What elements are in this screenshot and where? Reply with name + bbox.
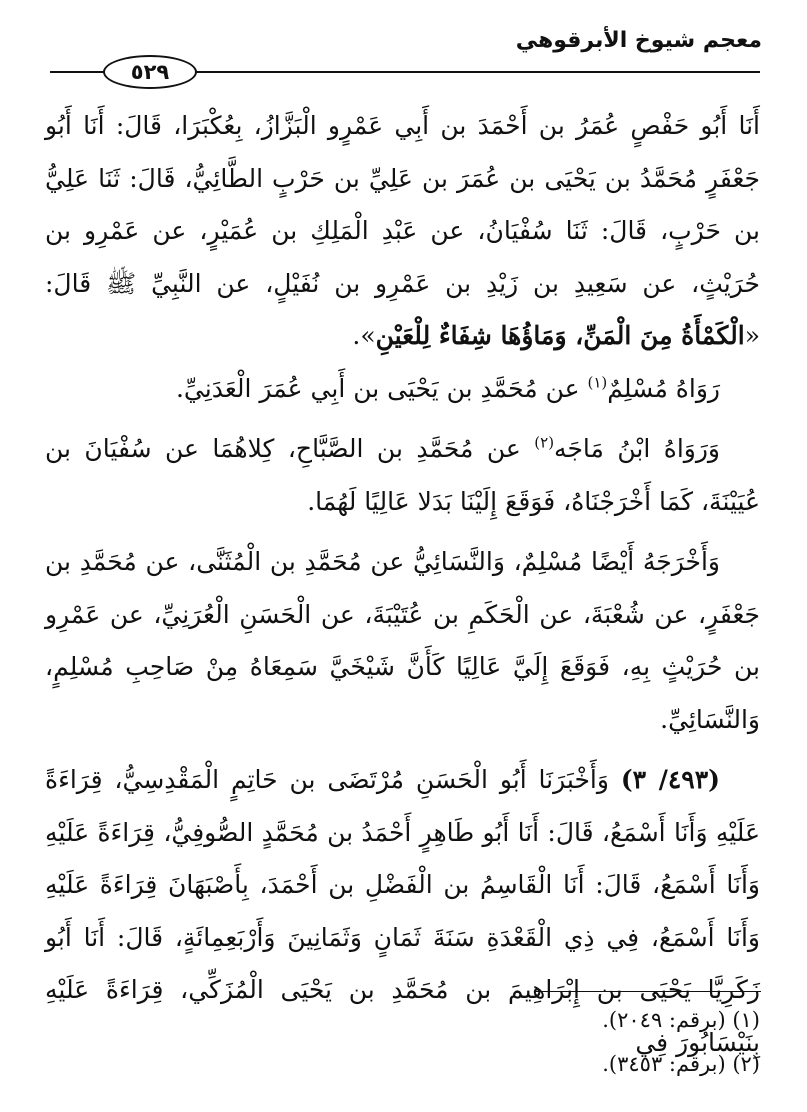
isnad-text: أَنَا أَبُو حَفْصٍ عُمَرُ بن أَحْمَدَ بن أَبِي عَمْرٍو الْبَزَّازُ، بِعُكْبَرَا، قَالَ: أَنَا أَبُو جَعْفَرٍ مُحَمَّدُ بن يَحْيَى بن عُمَرَ بن عَلِيِّ بن حَرْبٍ الطَّائِيُّ، قَالَ: ثَنَا عَلِيُّ بن حَرْبٍ، قَالَ: ثَنَا سُفْيَانُ، عن عَبْدِ الْمَلِكِ بن عُمَيْرٍ، عن عَمْرِو بن حُرَيْثٍ، عن سَعِيدِ بن زَيْدِ بن عَمْرِو بن نُفَيْلٍ، عن النَّبِيِّ ﷺ قَالَ: « [45,111,760,350]
footnote-1: (١) (برقم: ٢٠٤٩). [602,1008,760,1032]
ibn-majah-text: وَرَوَاهُ ابْنُ مَاجَه [554,434,720,463]
main-text [45,100,760,1069]
paragraph-nasai: وَأَخْرَجَهُ أَيْضًا مُسْلِمٌ، وَالنَّسَائِيُّ عن مُحَمَّدِ بن الْمُثَنَّى، عن مُحَمَّدِ بن جَعْفَرٍ، عن شُعْبَةَ، عن الْحَكَمِ بن عُتَيْبَةَ، عن الْحَسَنِ الْعُرَنِيِّ، عن عَمْرِو بن حُرَيْثٍ بِهِ، فَوَقَعَ إِلَيَّ عَالِيًا كَأَنَّ شَيْخَيَّ سَمِعَاهُ مِنْ صَاحِبِ مُسْلِمٍ، وَالنَّسَائِيِّ. [45,547,760,734]
hadith-number: (٤٩٣/ ٣) [620,765,721,794]
paragraph-isnad [45,100,760,363]
ibn-majah-text-rest: عن مُحَمَّدِ بن الصَّبَّاحِ، كِلاهُمَا عن سُفْيَانَ بن عُيَيْنَةَ، كَمَا أَخْرَجْنَاهُ، فَوَقَعَ إِلَيْنَا بَدَلا عَالِيًا لَهُمَا. [45,434,760,516]
footnote-marker-1: (١) [587,373,608,392]
hadith-quote: الْكَمْأَةُ مِنَ الْمَنِّ، وَمَاؤُهَا شِفَاءٌ لِلْعَيْنِ [375,321,745,350]
muslim-text-rest: عن مُحَمَّدِ بن يَحْيَى بن أَبِي عُمَرَ الْعَدَنِيِّ. [175,373,588,403]
quote-close: ». [352,321,376,350]
running-header-title: معجم شيوخ الأبرقوهي [515,28,762,53]
footnote-rule [535,991,761,992]
paragraph-muslim [45,363,760,416]
footnote-2: (٢) (برقم: ٣٤٥٣). [602,1052,760,1076]
hadith-493-text: وَأَخْبَرَنَا أَبُو الْحَسَنِ مُرْتَضَى بن حَاتِمٍ الْمَقْدِسِيُّ، قِرَاءَةً عَلَيْهِ وَأَنَا أَسْمَعُ، قَالَ: أَنَا أَبُو طَاهِرٍ أَحْمَدُ بن مُحَمَّدٍ الصُّوفِيُّ، قِرَاءَةً عَلَيْهِ وَأَنَا أَسْمَعُ، قَالَ: أَنَا الْقَاسِمُ بن الْفَضْلِ بن أَحْمَدَ، بِأَصْبَهَانَ قِرَاءَةً عَلَيْهِ وَأَنَا أَسْمَعُ، فِي ذِي الْقَعْدَةِ سَنَةَ ثَمَانٍ وَثَمَانِينَ وَأَرْبَعِمِائَةٍ، قَالَ: أَنَا أَبُو زَكَرِيَّا يَحْيَى بن إِبْرَاهِيمَ بن مُحَمَّدِ بن يَحْيَى الْمُزَكِّي، قِرَاءَةً عَلَيْهِ بِنَيْسَابُورَ فِي [45,765,760,1057]
muslim-text: رَوَاهُ مُسْلِمٌ [607,373,720,403]
footnote-marker-2: (٢) [534,433,555,452]
paragraph-ibn-majah [45,423,760,528]
footnotes [260,998,760,1086]
page-number: ٥٢٩ [103,55,197,89]
